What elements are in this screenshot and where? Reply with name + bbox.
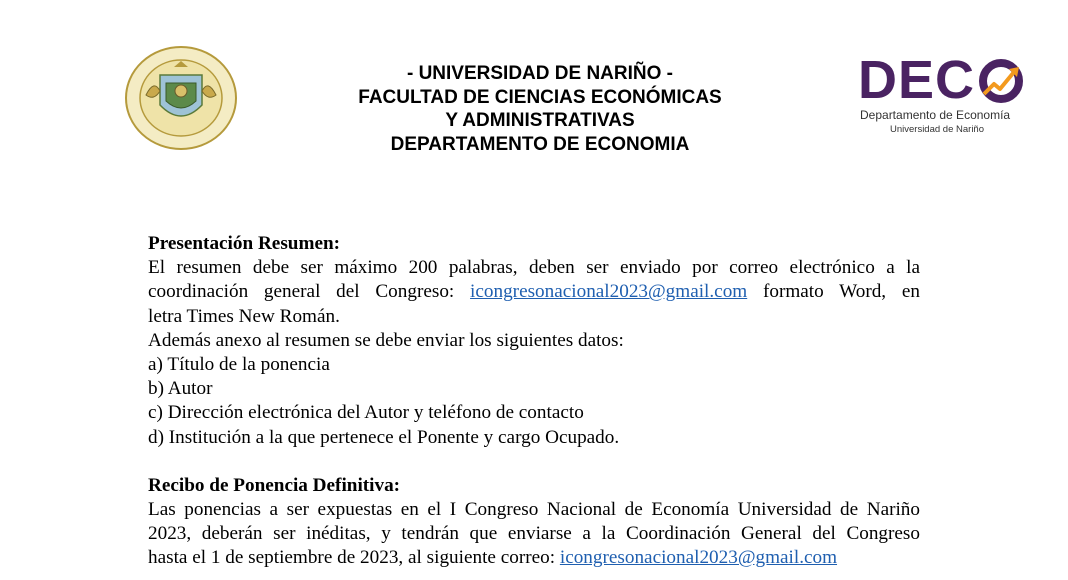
email-link[interactable]: icongresonacional2023@gmail.com <box>470 281 748 303</box>
paragraph-line: Las ponencias a ser expuestas en el I Congreso Nacional de Economía Universidad de Nariño <box>148 499 920 521</box>
paragraph-line: El resumen debe ser máximo 200 palabras, deben ser enviado por correo electrónico a la <box>148 257 920 279</box>
email-link[interactable]: icongresonacional2023@gmail.com <box>559 547 838 569</box>
section-heading-resumen: Presentación Resumen: <box>148 233 341 254</box>
section-heading-recibo: Recibo de Ponencia Definitiva: <box>148 474 401 496</box>
text-span: hasta el 1 de septiembre de 2023, al siguiente correo: <box>148 547 560 569</box>
deco-logo-subtitle: Departamento de Economía <box>860 108 1011 122</box>
list-item: a) Título de la ponencia <box>148 354 330 376</box>
university-seal-logo <box>124 45 238 151</box>
paragraph-line-with-email <box>148 546 920 570</box>
paragraph-line: Además anexo al resumen se debe enviar los siguientes datos: <box>148 329 624 351</box>
paragraph-line: letra Times New Román. <box>148 305 340 327</box>
text-span: formato Word, en <box>747 281 920 303</box>
list-item: c) Dirección electrónica del Autor y teléfono de contacto <box>148 402 584 424</box>
deco-logo-subsubtitle: Universidad de Nariño <box>890 124 984 135</box>
list-item: b) Autor <box>148 378 213 400</box>
header-faculty: FACULTAD DE CIENCIAS ECONÓMICAS <box>358 86 722 108</box>
header-department: DEPARTAMENTO DE ECONOMIA <box>390 133 690 155</box>
document-body <box>148 232 920 571</box>
deco-logo <box>858 52 1028 138</box>
paragraph-line: 2023, deberán ser inéditas, y tendrán que enviarse a la Coordinación General del Congreso <box>148 523 920 545</box>
header-faculty-cont: Y ADMINISTRATIVAS <box>445 110 635 131</box>
deco-logo-word: DEC <box>858 50 976 110</box>
list-item: d) Institución a la que pertenece el Ponente y cargo Ocupado. <box>148 426 620 448</box>
paragraph-line-with-email <box>148 280 920 304</box>
text-span: coordinación general del Congreso: <box>148 281 471 303</box>
deco-logo-o-chart-icon <box>978 58 1024 104</box>
header-university: - UNIVERSIDAD DE NARIÑO - <box>406 63 673 84</box>
spacer <box>148 450 920 474</box>
institution-header <box>300 62 780 156</box>
